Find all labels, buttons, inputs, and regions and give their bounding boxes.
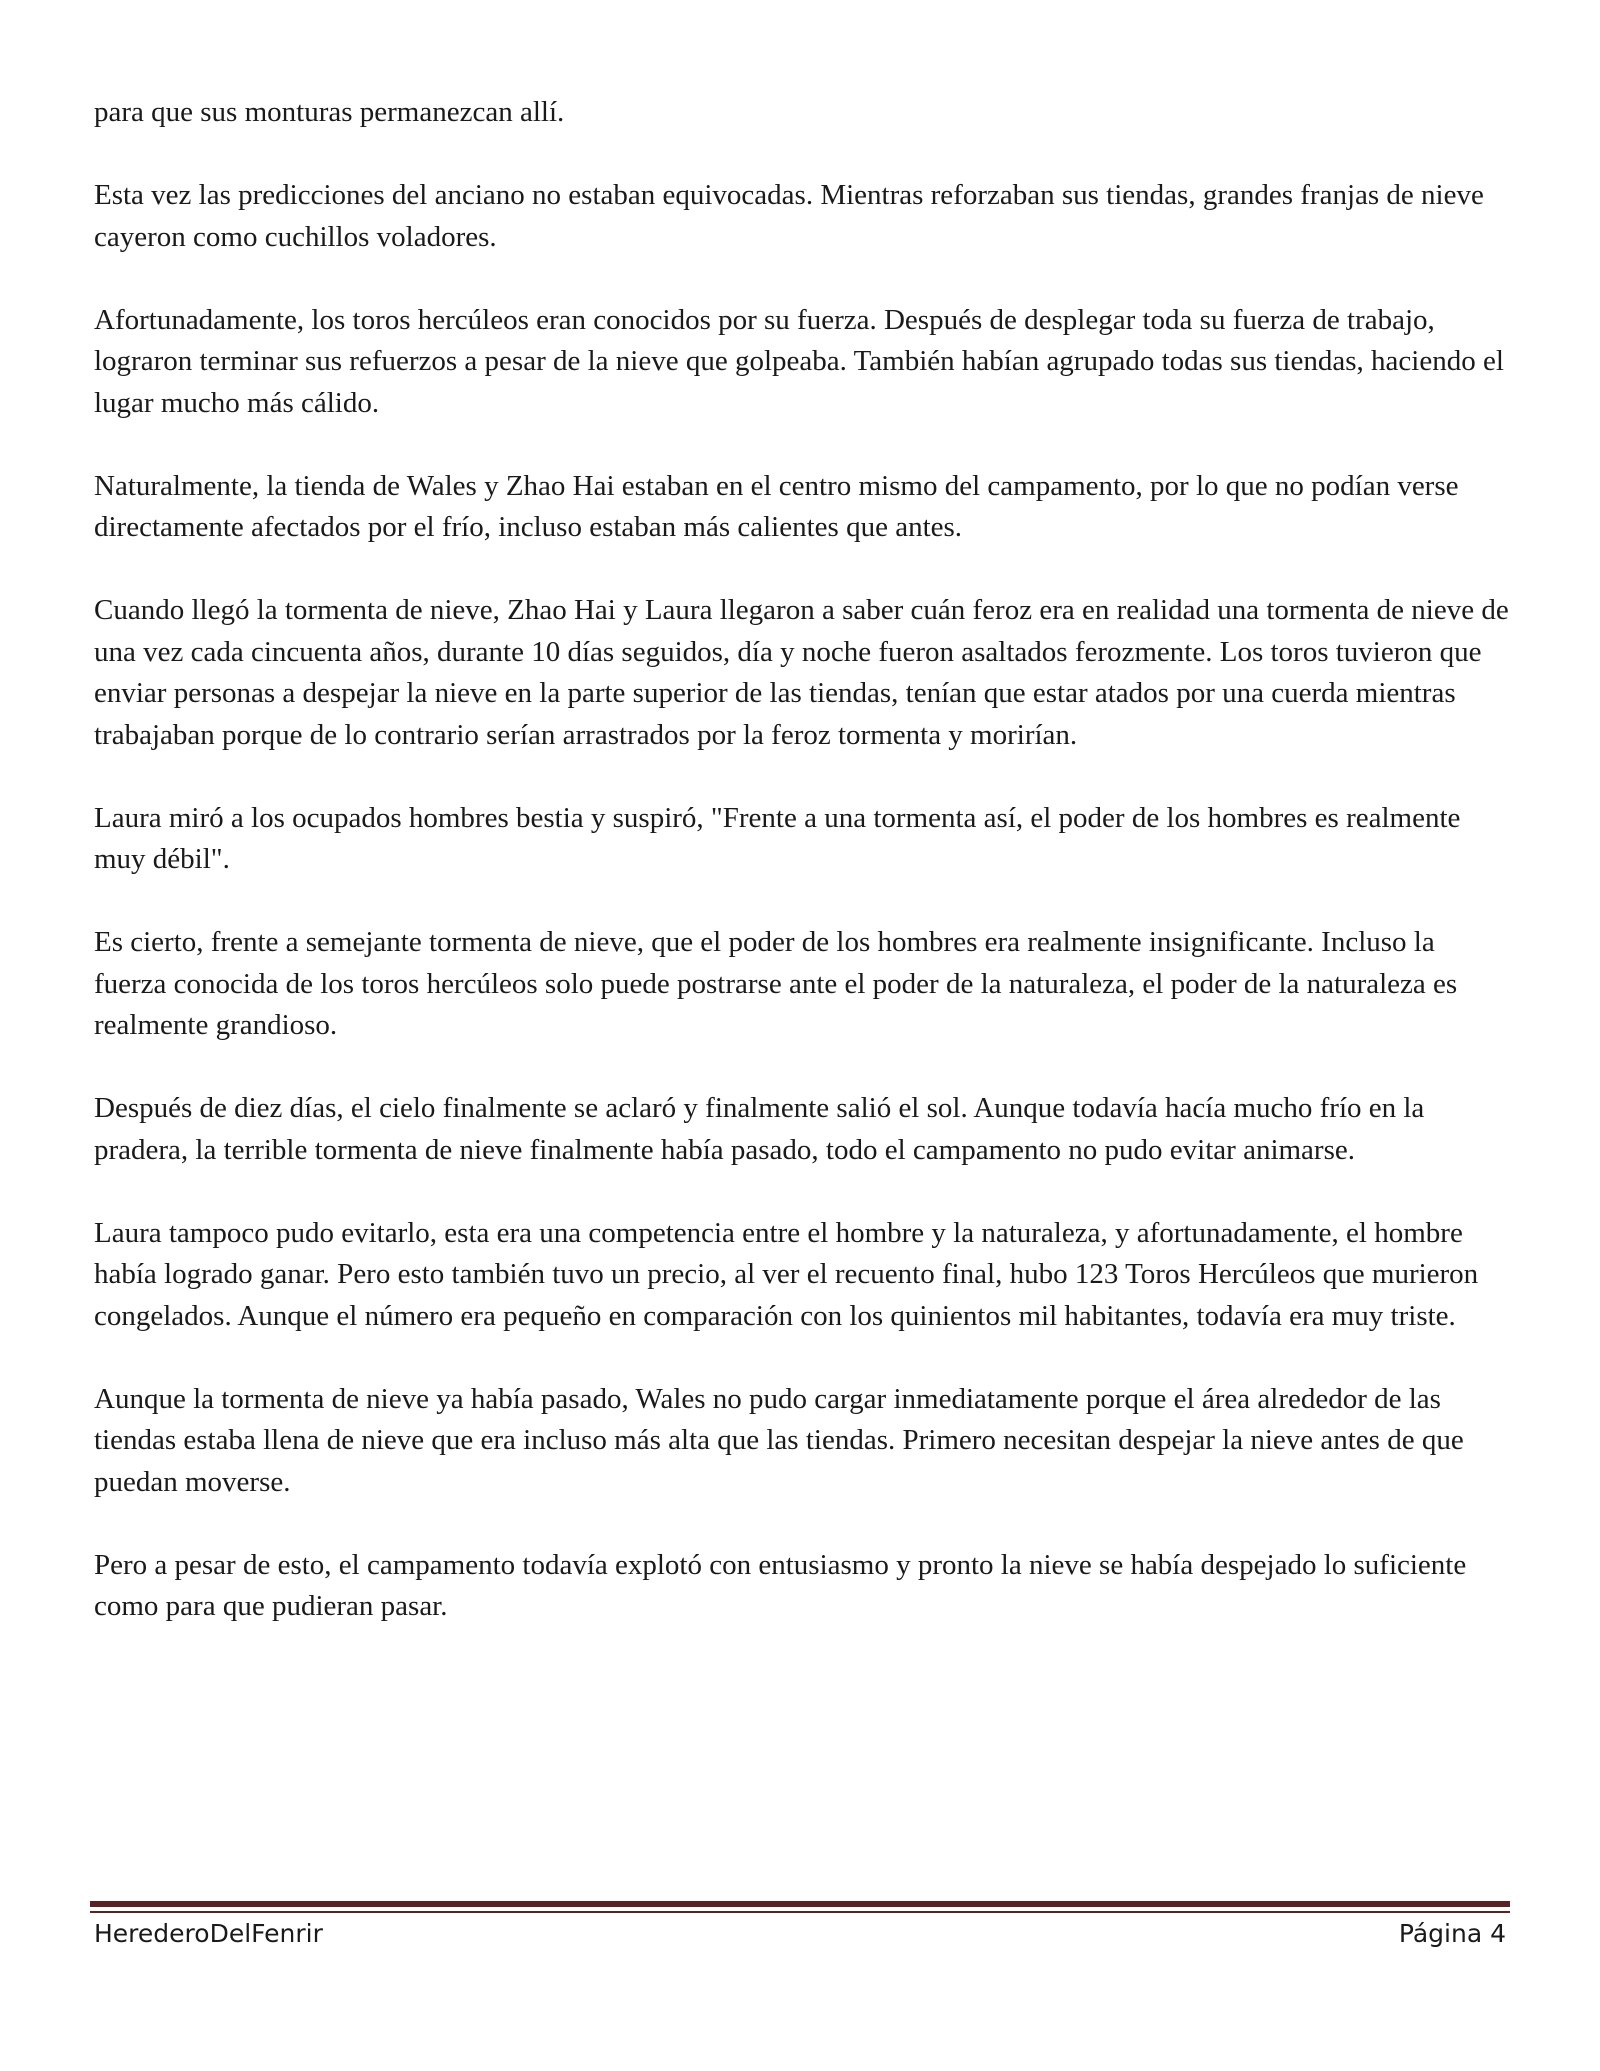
footer-page-number: Página 4 (1398, 1919, 1506, 1948)
paragraph: Cuando llegó la tormenta de nieve, Zhao Hai y Laura llegaron a saber cuán feroz era en realidad una tormenta de nieve de una vez cada cincuenta años, durante 10 días seguidos, día y noche fueron asaltados ferozmente. Los toros tuvieron que enviar personas a despejar la nieve en la parte superior de las tiendas, tenían que estar atados por una cuerda mientras trabajaban porque de lo contrario serían arrastrados por la feroz tormenta y morirían. (94, 594, 1509, 751)
footer-divider (90, 1901, 1510, 1907)
footer-divider-thin (90, 1911, 1510, 1913)
paragraph: Después de diez días, el cielo finalmente se aclaró y finalmente salió el sol. Aunque todavía hacía mucho frío en la pradera, la terrible tormenta de nieve finalmente había pasado, todo el campamento no pudo evitar animarse. (94, 1092, 1425, 1166)
paragraph: para que sus monturas permanezcan allí. (94, 96, 565, 128)
paragraph: Afortunadamente, los toros hercúleos eran conocidos por su fuerza. Después de desplegar toda su fuerza de trabajo, lograron terminar sus refuerzos a pesar de la nieve que golpeaba. También habían agrupado todas sus tiendas, haciendo el lugar mucho más cálido. (94, 303, 1504, 419)
body-text (94, 92, 1514, 1669)
paragraph: Naturalmente, la tienda de Wales y Zhao Hai estaban en el centro mismo del campamento, por lo que no podían verse directamente afectados por el frío, incluso estaban más calientes que antes. (94, 469, 1459, 543)
paragraph: Aunque la tormenta de nieve ya había pasado, Wales no pudo cargar inmediatamente porque el área alrededor de las tiendas estaba llena de nieve que era incluso más alta que las tiendas. Primero necesitan despejar la nieve antes de que puedan moverse. (94, 1382, 1464, 1498)
paragraph: Laura miró a los ocupados hombres bestia y suspiró, "Frente a una tormenta así, el poder de los hombres es realmente muy débil". (94, 801, 1461, 875)
paragraph: Laura tampoco pudo evitarlo, esta era una competencia entre el hombre y la naturaleza, y afortunadamente, el hombre había logrado ganar. Pero esto también tuvo un precio, al ver el recuento final, hubo 123 Toros Hercúleos que murieron congelados. Aunque el número era pequeño en comparación con los quinientos mil habitantes, todavía era muy triste. (94, 1216, 1479, 1332)
footer-author: HerederoDelFenrir (94, 1919, 323, 1948)
paragraph: Pero a pesar de esto, el campamento todavía explotó con entusiasmo y pronto la nieve se había despejado lo suficiente como para que pudieran pasar. (94, 1548, 1467, 1622)
paragraph: Es cierto, frente a semejante tormenta de nieve, que el poder de los hombres era realmente insignificante. Incluso la fuerza conocida de los toros hercúleos solo puede postrarse ante el poder de la naturaleza, el poder de la naturaleza es realmente grandioso. (94, 926, 1458, 1041)
paragraph: Esta vez las predicciones del anciano no estaban equivocadas. Mientras reforzaban sus tiendas, grandes franjas de nieve cayeron como cuchillos voladores. (94, 179, 1484, 253)
